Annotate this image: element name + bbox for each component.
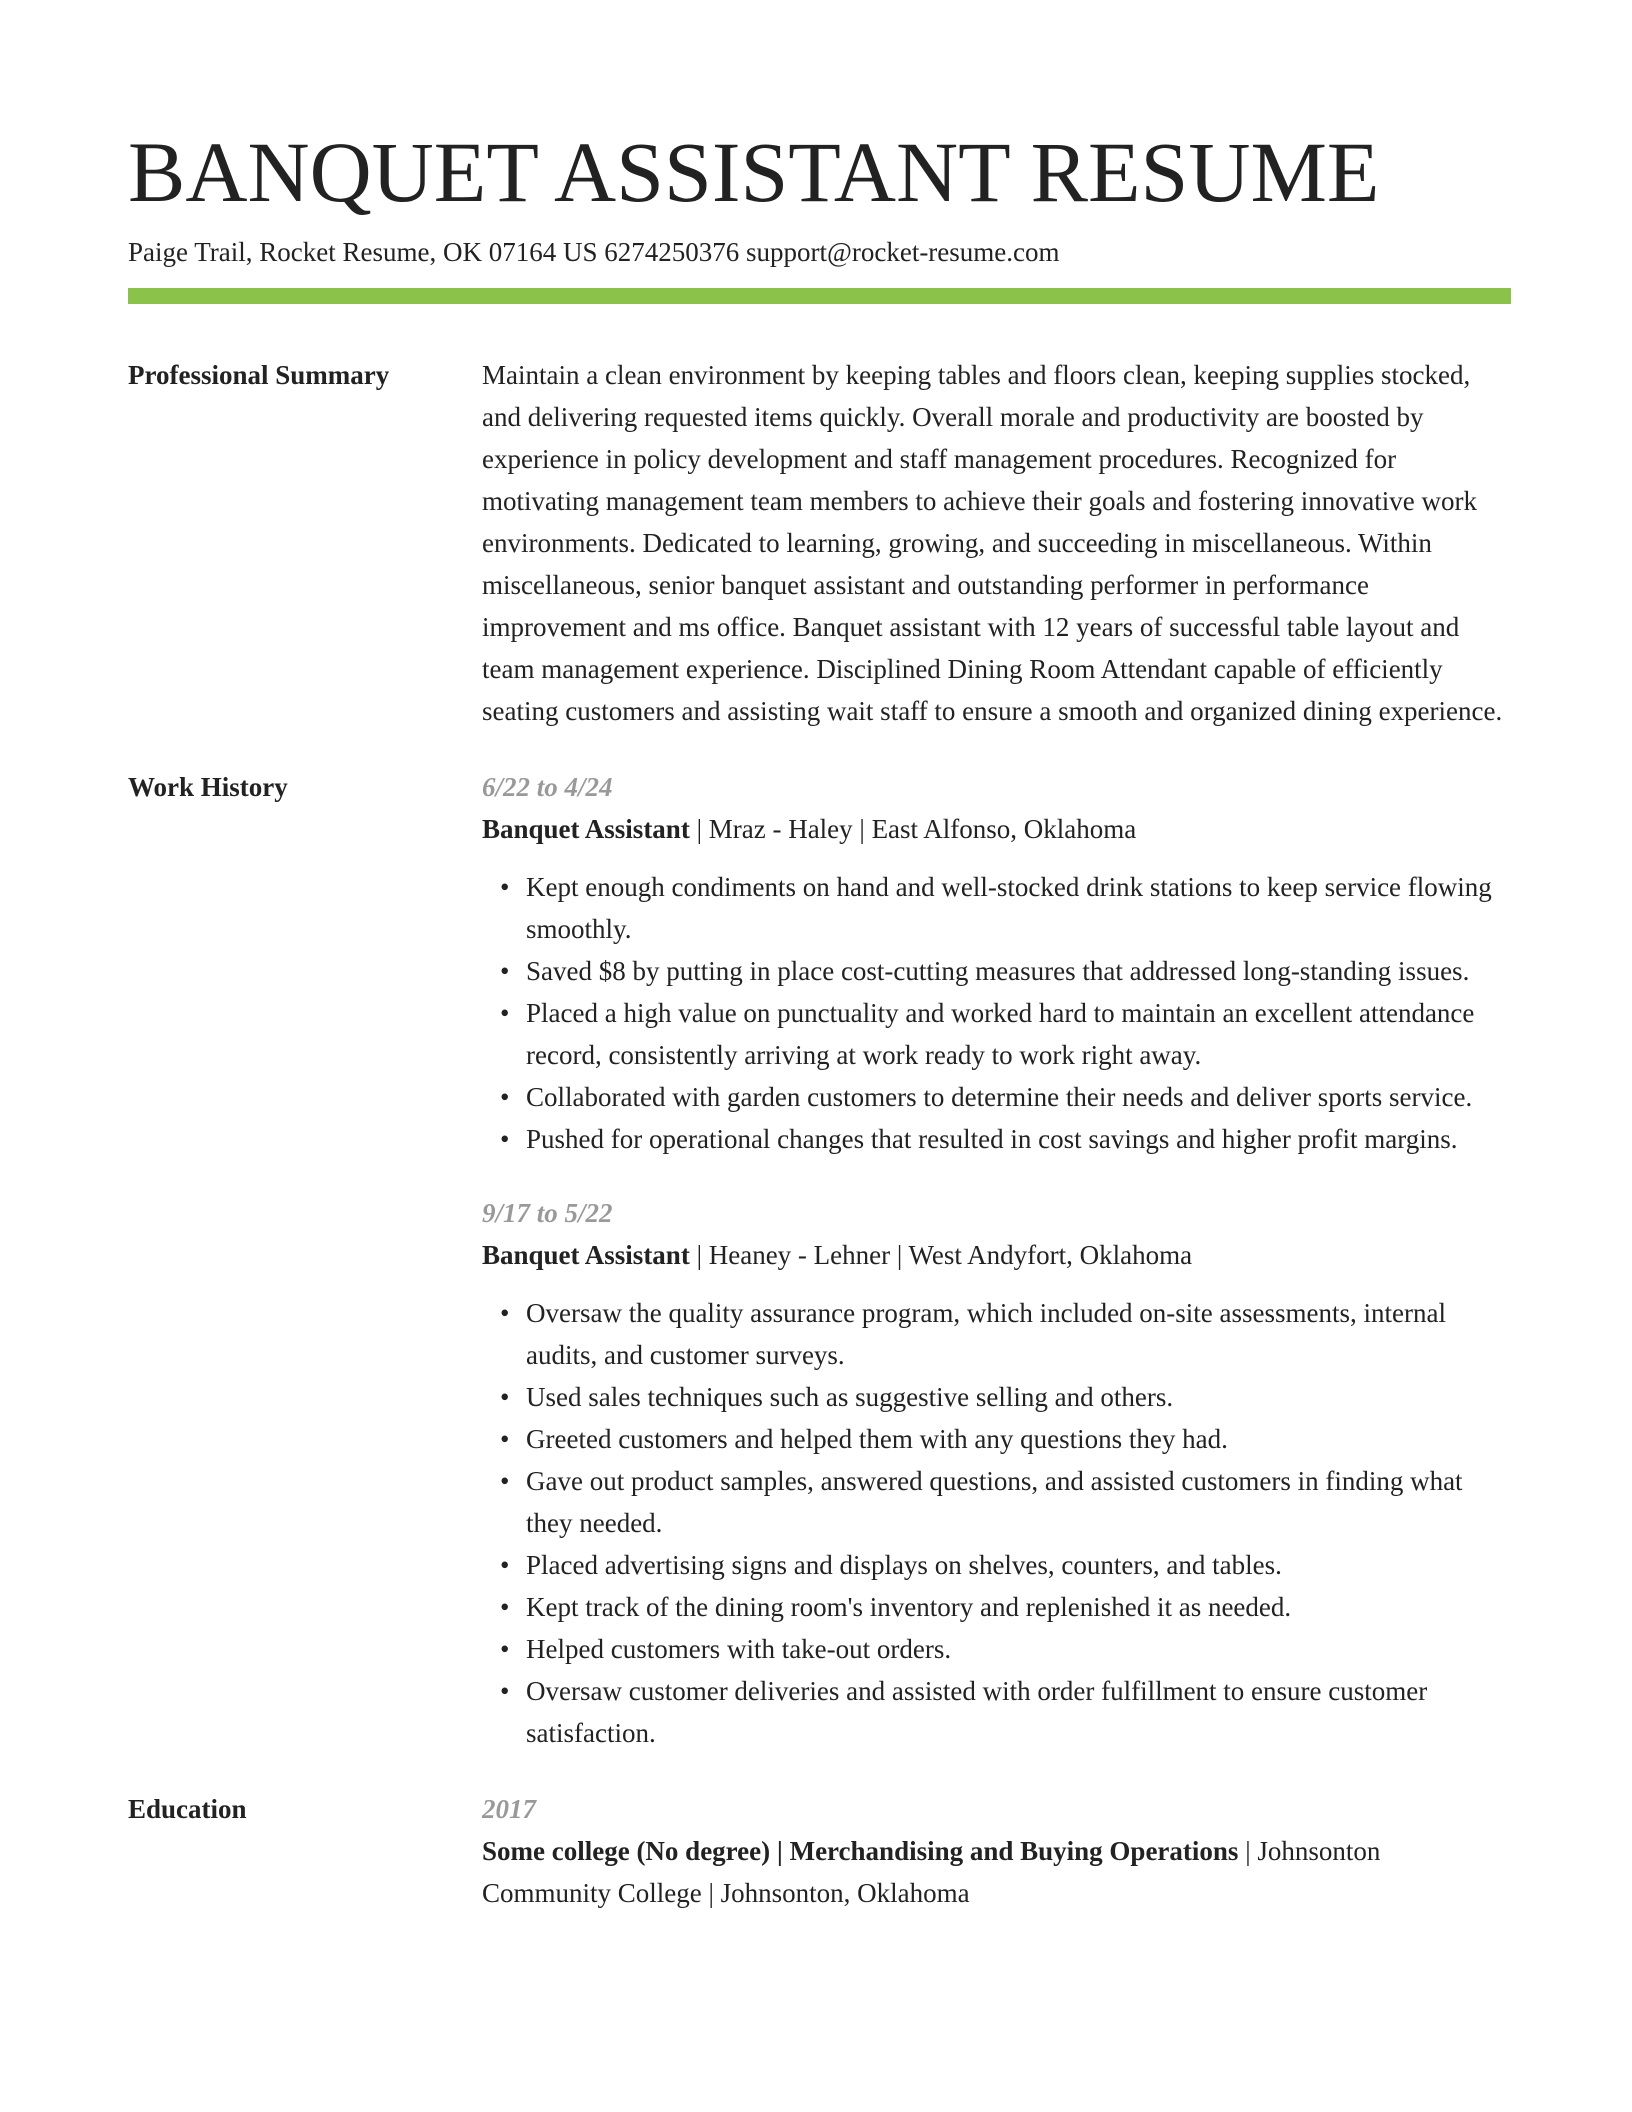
education-body: [482, 1788, 1511, 1914]
section-professional-summary: [128, 354, 1511, 732]
bullet-text: Placed advertising signs and displays on shelves, counters, and tables.: [526, 1550, 1282, 1580]
section-label-education: Education: [128, 1794, 247, 1824]
bullet-icon: •: [500, 1592, 510, 1622]
bullet-item: [500, 1460, 1511, 1544]
bullet-icon: •: [500, 1124, 510, 1154]
job-bullets: [482, 866, 1511, 1160]
section-work-history: [128, 766, 1511, 1754]
bullet-text: Kept track of the dining room's inventory and replenished it as needed.: [526, 1592, 1292, 1622]
bullet-text: Pushed for operational changes that resulted in cost savings and higher profit margins.: [526, 1124, 1458, 1154]
bullet-item: [500, 1418, 1511, 1460]
section-education: [128, 1788, 1511, 1914]
bullet-item: [500, 1586, 1511, 1628]
summary-body: [482, 354, 1511, 732]
bullet-item: [500, 950, 1511, 992]
bullet-icon: •: [500, 956, 510, 986]
bullet-text: Collaborated with garden customers to determine their needs and deliver sports service.: [526, 1082, 1473, 1112]
section-label-work: Work History: [128, 772, 288, 802]
bullet-item: [500, 1628, 1511, 1670]
bullet-text: Oversaw customer deliveries and assisted with order fulfillment to ensure customer satisfaction.: [526, 1676, 1428, 1748]
bullet-text: Saved $8 by putting in place cost-cutting measures that addressed long-standing issues.: [526, 956, 1470, 986]
bullet-icon: •: [500, 998, 510, 1028]
bullet-text: Placed a high value on punctuality and worked hard to maintain an excellent attendance record, consistently arriving at work ready to work right away.: [526, 998, 1475, 1070]
bullet-item: [500, 1376, 1511, 1418]
job-title: Banquet Assistant: [482, 814, 690, 844]
bullet-text: Greeted customers and helped them with any questions they had.: [526, 1424, 1228, 1454]
job-dates: 6/22 to 4/24: [482, 772, 613, 802]
bullet-icon: •: [500, 1082, 510, 1112]
bullet-item: [500, 1670, 1511, 1754]
bullet-icon: •: [500, 1298, 510, 1328]
resume-title: BANQUET ASSISTANT RESUME: [128, 124, 1380, 220]
bullet-text: Helped customers with take-out orders.: [526, 1634, 952, 1664]
job-bullets: [482, 1292, 1511, 1754]
education-year: 2017: [482, 1794, 536, 1824]
bullet-item: [500, 992, 1511, 1076]
bullet-text: Oversaw the quality assurance program, which included on-site assessments, internal audits, and customer surveys.: [526, 1298, 1446, 1370]
job-heading: [482, 1234, 1511, 1276]
education-heading: [482, 1830, 1511, 1914]
contact-info: Paige Trail, Rocket Resume, OK 07164 US 6274250376 support@rocket-resume.com: [128, 237, 1060, 267]
job-details: | Mraz - Haley | East Alfonso, Oklahoma: [689, 814, 1137, 844]
bullet-icon: •: [500, 1550, 510, 1580]
bullet-icon: •: [500, 1634, 510, 1664]
job-heading: [482, 808, 1511, 850]
bullet-item: [500, 1118, 1511, 1160]
education-degree: Some college (No degree) | Merchandising and Buying Operations: [482, 1836, 1239, 1866]
summary-text: Maintain a clean environment by keeping tables and floors clean, keeping supplies stocked, and delivering requested items quickly. Overall morale and productivity are boosted by experience in policy development and staff management procedures. Recognized for motivating management team members to achieve their goals and fostering innovative work environments. Dedicated to learning, growing, and succeeding in miscellaneous. Within miscellaneous, senior banquet assistant and outstanding performer in performance improvement and ms office. Banquet assistant with 12 years of successful table layout and team management experience. Disciplined Dining Room Attendant capable of efficiently seating customers and assisting wait staff to ensure a smooth and organized dining experience.: [482, 360, 1503, 726]
bullet-icon: •: [500, 1382, 510, 1412]
bullet-item: [500, 1292, 1511, 1376]
section-label-summary: Professional Summary: [128, 360, 390, 390]
bullet-icon: •: [500, 1466, 510, 1496]
bullet-text: Kept enough condiments on hand and well-stocked drink stations to keep service flowing smoothly.: [526, 872, 1492, 944]
bullet-item: [500, 1544, 1511, 1586]
job-entry: [482, 766, 1511, 1160]
bullet-text: Gave out product samples, answered questions, and assisted customers in finding what they needed.: [526, 1466, 1463, 1538]
accent-divider: [128, 288, 1511, 304]
job-title: Banquet Assistant: [482, 1240, 690, 1270]
education-school: | Johnsonton Community College | Johnsonton, Oklahoma: [482, 1836, 1381, 1908]
bullet-icon: •: [500, 872, 510, 902]
job-details: | Heaney - Lehner | West Andyfort, Oklahoma: [689, 1240, 1193, 1270]
work-body: [482, 766, 1511, 1754]
job-entry: [482, 1192, 1511, 1754]
job-dates: 9/17 to 5/22: [482, 1198, 613, 1228]
bullet-icon: •: [500, 1676, 510, 1706]
bullet-item: [500, 1076, 1511, 1118]
bullet-text: Used sales techniques such as suggestive selling and others.: [526, 1382, 1174, 1412]
bullet-item: [500, 866, 1511, 950]
bullet-icon: •: [500, 1424, 510, 1454]
resume-page: [128, 120, 1511, 1914]
